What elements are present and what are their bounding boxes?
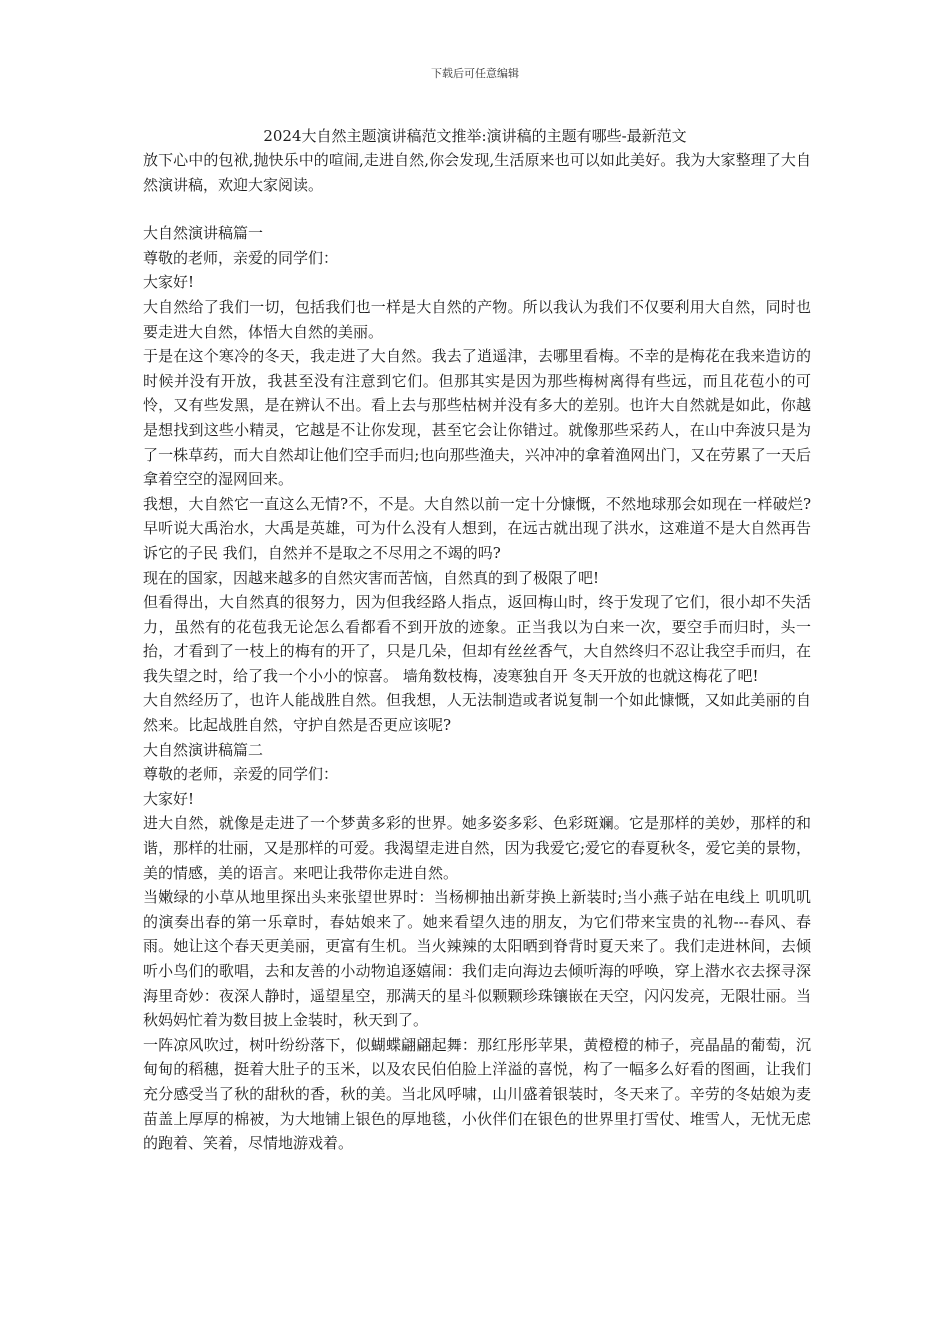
paragraph: 大自然给了我们一切，包括我们也一样是大自然的产物。所以我认为我们不仅要利用大自然，同时也要走进大自然，体悟大自然的美丽。 [143,297,811,341]
document-title: 2024大自然主题演讲稿范文推举:演讲稿的主题有哪些-最新范文 [263,127,687,145]
salutation: 尊敬的老师，亲爱的同学们： [143,765,339,784]
greeting: 大家好! [143,273,195,292]
greeting: 大家好! [143,789,195,808]
document-body [143,148,811,1156]
paragraph: 进大自然，就像是走进了一个梦黄多彩的世界。她多姿多彩、色彩斑斓。它是那样的美妙，那样的和谐，那样的壮丽，又是那样的可爱。我渴望走进自然，因为我爱它;爱它的春夏秋冬，爱它美的景物，美的情感，美的语言。来吧让我带你走进自然。 [143,814,811,882]
paragraph: 于是在这个寒冷的冬天，我走进了大自然。我去了逍遥津，去哪里看梅。不幸的是梅花在我来造访的时候并没有开放，我甚至没有注意到它们。但那其实是因为那些梅树离得有些远，而且花苞小的可怜，又有些发黑，是在辨认不出。看上去与那些枯树并没有多大的差别。也许大自然就是如此，你越是想找到这些小精灵，它越是不让你发现，甚至它会让你错过。就像那些采药人，在山中奔波只是为了一株草药，而大自然却让他们空手而归;也向那些渔夫，兴冲冲的拿着渔网出门，又在劳累了一天后拿着空空的湿网回来。 [143,347,811,489]
section-heading-1: 大自然演讲稿篇一 [143,224,264,243]
section-heading-2: 大自然演讲稿篇二 [143,740,264,759]
paragraph: 一阵凉风吹过，树叶纷纷落下，似蝴蝶翩翩起舞：那红彤彤苹果，黄橙橙的柿子，亮晶晶的葡萄，沉甸甸的稻穗，挺着大肚子的玉米，以及农民伯伯脸上洋溢的喜悦，构了一幅多么好看的图画，让我们充分感受当了秋的甜秋的香，秋的美。当北风呼啸，山川盛着银装时，冬天来了。辛劳的冬姑娘为麦苗盖上厚厚的棉被，为大地铺上银色的厚地毯，小伙伴们在银色的世界里打雪仗、堆雪人，无忧无虑的跑着、笑着，尽情地游戏着。 [143,1035,811,1153]
paragraph: 当嫩绿的小草从地里探出头来张望世界时：当杨柳抽出新芽换上新装时;当小燕子站在电线上 叽叽叽 的演奏出春的第一乐章时，春姑娘来了。她来看望久违的朋友，为它们带来宝贵的礼物---春风、春雨。她让这个春天更美丽，更富有生机。当火辣辣的太阳晒到脊背时夏天来了。我们走进林间，去倾听小鸟们的歌唱，去和友善的小动物追逐嬉闹：我们走向海边去倾听海的呼唤，穿上潜水衣去探寻深海里奇妙：夜深人静时，遥望星空，那满天的星斗似颗颗珍珠镶嵌在天空，闪闪发亮，无限壮丽。当秋妈妈忙着为数目披上金装时，秋天到了。 [143,888,811,1030]
paragraph: 大自然经历了，也许人能战胜自然。但我想，人无法制造或者说复制一个如此慷慨，又如此美丽的自然来。比起战胜自然，守护自然是否更应该呢? [143,691,811,735]
salutation: 尊敬的老师，亲爱的同学们： [143,248,339,267]
paragraph: 但看得出，大自然真的很努力，因为但我经路人指点，返回梅山时，终于发现了它们，很小却不失活力，虽然有的花苞我无论怎么看都看不到开放的迹象。正当我以为白来一次，要空手而归时，头一抬，才看到了一枝上的梅有的开了，只是几朵，但却有丝丝香气，大自然终归不忍让我空手而归，在我失望之时，给了我一个小小的惊喜。 墙角数枝梅，凌寒独自开 冬天开放的也就这梅花了吧! [143,593,811,685]
paragraph-intro: 放下心中的包袱,抛快乐中的喧闹,走进自然,你会发现,生活原来也可以如此美好。我为大家整理了大自然演讲稿，欢迎大家阅读。 [143,151,811,194]
paragraph: 我想，大自然它一直这么无情?不，不是。大自然以前一定十分慷慨，不然地球那会如现在一样破烂?早听说大禹治水，大禹是英雄，可为什么没有人想到，在远古就出现了洪水，这难道不是大自然再告诉它的子民 我们，自然并不是取之不尽用之不竭的吗? [143,494,811,562]
header-note: 下载后可任意编辑 [431,67,519,80]
paragraph: 现在的国家，因越来越多的自然灾害而苦恼，自然真的到了极限了吧! [143,568,600,587]
